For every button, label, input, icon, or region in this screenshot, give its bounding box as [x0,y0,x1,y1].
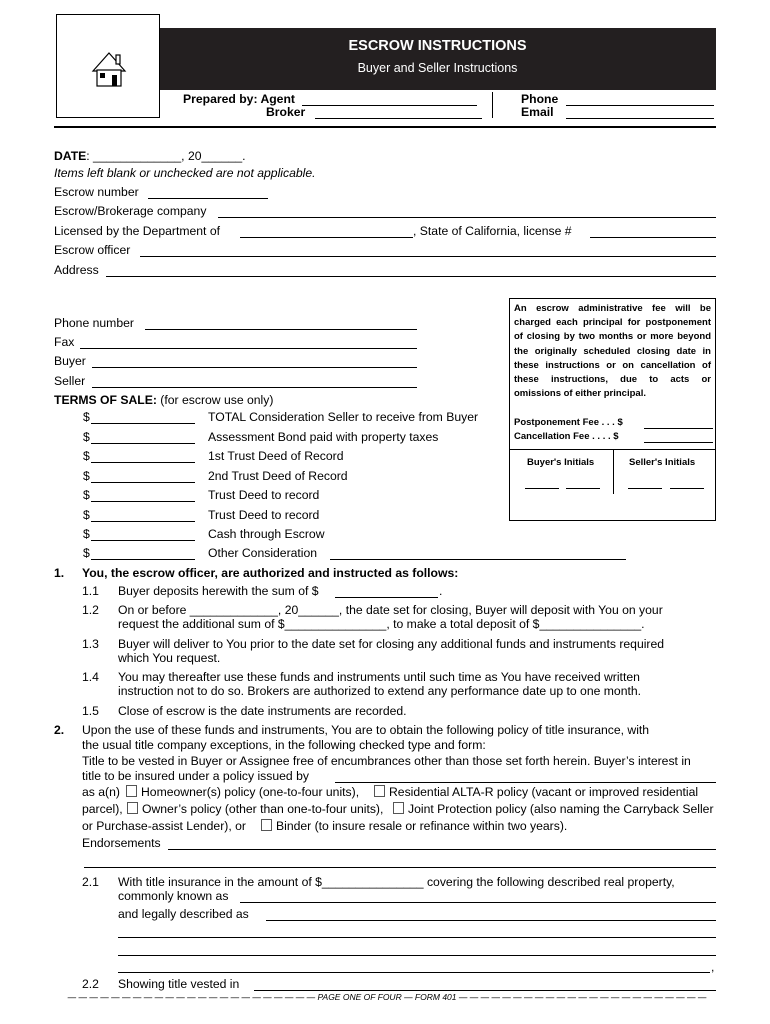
blank-note: Items left blank or unchecked are not applicable. [54,166,316,180]
section-2-number: 2. [54,723,65,737]
state-license-label: , State of California, license # [413,224,572,238]
admin-fee-box [509,298,716,521]
buyer-initial-1[interactable] [525,488,559,489]
logo-box [56,14,160,118]
form-subtitle: Buyer and Seller Instructions [357,61,518,75]
binder-checkbox[interactable] [261,819,272,831]
licensed-label: Licensed by the Department of [54,224,220,238]
fax-field[interactable] [80,348,417,349]
terms-item-label: Cash through Escrow [208,527,325,541]
header-rule [54,126,716,128]
dollar-sign: $ [83,410,90,424]
parcel-label: parcel), [82,802,123,816]
dollar-sign: $ [83,488,90,502]
form-title: ESCROW INSTRUCTIONS [348,38,527,54]
terms-item-label: Other Consideration [208,546,318,560]
legal-description-field-4[interactable] [118,972,710,973]
terms-item-label: 2nd Trust Deed of Record [208,469,348,483]
amount-field[interactable] [91,443,195,444]
phone-label: Phone [521,92,559,106]
legal-description-field-3[interactable] [118,955,716,956]
seller-initial-1[interactable] [628,488,662,489]
section-2-line-2: the usual title company exceptions, in the following checked type and form: [82,738,486,752]
homeowner-label: Homeowner(s) policy (one-to-four units), [141,785,360,799]
endorsements-label: Endorsements [82,836,161,850]
phone-number-label: Phone number [54,316,134,330]
buyer-label: Buyer [54,354,86,368]
section-1-5-number: 1.5 [82,704,99,718]
amount-field[interactable] [91,501,195,502]
section-1-3-number: 1.3 [82,637,99,651]
address-label: Address [54,263,99,277]
terms-heading: TERMS OF SALE: (for escrow use only) [54,393,274,407]
escrow-company-label: Escrow/Brokerage company [54,204,207,218]
sellers-initials-label: Seller's Initials [629,457,696,468]
agent-field[interactable] [302,105,477,106]
house-icon [57,15,161,119]
owner-policy-checkbox[interactable] [127,802,138,814]
section-2-line-3: Title to be vested in Buyer or Assignee free of encumbrances other than those set forth herein. Buyer’s interest in [82,754,691,768]
section-1-3-line-2: which You request. [118,651,221,665]
escrow-officer-label: Escrow officer [54,243,131,257]
section-2-line-4: title to be insured under a policy issued by [82,769,309,783]
other-consideration-field[interactable] [330,559,626,560]
comma: , [711,960,715,974]
legal-description-field-2[interactable] [118,937,716,938]
title-vested-field[interactable] [254,990,716,991]
section-1-1-text: Buyer deposits herewith the sum of $ [118,584,319,598]
seller-field[interactable] [92,387,417,388]
fax-label: Fax [54,335,75,349]
cancellation-fee-field[interactable] [644,442,713,443]
date-line: DATE: _____________, 20______. [54,149,246,163]
amount-field[interactable] [91,540,195,541]
section-1-4-line-2: instruction not to do so. Brokers are authorized to extend any performance date up to one month. [118,684,642,698]
legally-described-label: and legally described as [118,907,249,921]
period: . [439,584,443,598]
showing-title-label: Showing title vested in [118,977,240,991]
terms-item-label: TOTAL Consideration Seller to receive from Buyer [208,410,479,424]
legal-description-field[interactable] [266,920,716,921]
owner-policy-label: Owner’s policy (other than one-to-four units), [142,802,384,816]
section-1-1-number: 1.1 [82,584,99,598]
section-2-line-1: Upon the use of these funds and instruments, You are to obtain the following policy of title insurance, with [82,723,650,737]
endorsements-field[interactable] [168,849,716,850]
buyer-field[interactable] [92,367,417,368]
commonly-known-field[interactable] [240,902,716,903]
department-field[interactable] [240,237,413,238]
section-1-2-line-2: request the additional sum of $_______________, to make a total deposit of $_______________. [118,617,645,631]
section-1-4-number: 1.4 [82,670,99,684]
phone-number-field[interactable] [145,329,417,330]
license-field[interactable] [590,237,716,238]
seller-initial-2[interactable] [670,488,704,489]
section-2-1-line-1: With title insurance in the amount of $_______________ covering the following described real property, [118,875,675,889]
phone-field[interactable] [566,105,714,106]
terms-item-label: Trust Deed to record [208,508,320,522]
section-1-heading: You, the escrow officer, are authorized and instructed as follows: [82,566,459,580]
cancellation-fee-label: Cancellation Fee . . . . $ [514,431,619,442]
section-1-3-line-1: Buyer will deliver to You prior to the date set for closing any additional funds and instruments required [118,637,665,651]
homeowner-checkbox[interactable] [126,785,137,797]
dollar-sign: $ [83,430,90,444]
buyer-initial-2[interactable] [566,488,600,489]
initials-separator [613,449,614,494]
section-1-4-line-1: You may thereafter use these funds and instruments until such time as You have received written [118,670,640,684]
dollar-sign: $ [83,527,90,541]
terms-item-label: 1st Trust Deed of Record [208,449,344,463]
as-an-label: as a(n) [82,785,120,799]
seller-label: Seller [54,374,86,388]
email-field[interactable] [566,118,714,119]
amount-field[interactable] [91,521,195,522]
amount-field[interactable] [91,559,195,560]
admin-fee-text: An escrow administrative fee will be charged each principal for postponement of closing by two months or more beyond the originally scheduled closing date in these instructions or on cancellation of these instructions, due to acts or omissions of either principal. [514,303,711,400]
escrow-company-field[interactable] [218,217,716,218]
dollar-sign: $ [83,469,90,483]
commonly-known-label: commonly known as [118,889,229,903]
header-divider [492,92,493,118]
section-1-2-line-1: On or before _____________, 20______, the date set for closing, Buyer will deposit with You on your [118,603,663,617]
postponement-fee-field[interactable] [644,428,713,429]
page-footer: — — — — — — — — — — — — — — — — — — — — — — — PAGE ONE OF FOUR — FORM 401 — — — — — — — — — — — — — — — — — — — — — — — [67,992,707,1002]
dollar-sign: $ [83,449,90,463]
address-field[interactable] [106,276,716,277]
buyers-initials-label: Buyer's Initials [527,457,595,468]
binder-label: Binder (to insure resale or refinance within two years). [276,819,568,833]
deposit-amount-field[interactable] [335,597,438,598]
alta-checkbox[interactable] [374,785,385,797]
broker-field[interactable] [315,118,482,119]
escrow-number-field[interactable] [148,198,268,199]
email-label: Email [521,105,554,119]
section-2-2-number: 2.2 [82,977,99,991]
dollar-sign: $ [83,546,90,560]
joint-protection-checkbox[interactable] [393,802,404,814]
escrow-officer-field[interactable] [140,256,716,257]
amount-field[interactable] [91,482,195,483]
amount-field[interactable] [91,462,195,463]
terms-item-label: Trust Deed to record [208,488,320,502]
amount-field[interactable] [91,423,195,424]
section-2-1-number: 2.1 [82,875,99,889]
postponement-fee-label: Postponement Fee . . . $ [514,417,623,428]
section-1-number: 1. [54,566,65,580]
alta-label: Residential ALTA-R policy (vacant or improved residential [389,785,699,799]
title-company-field[interactable] [335,782,716,783]
purchase-assist-text: or Purchase-assist Lender), or [82,819,246,833]
escrow-number-label: Escrow number [54,185,139,199]
broker-label: Broker [266,105,306,119]
dollar-sign: $ [83,508,90,522]
terms-item-label: Assessment Bond paid with property taxes [208,430,439,444]
section-1-5-text: Close of escrow is the date instruments are recorded. [118,704,407,718]
endorsements-field-2[interactable] [84,867,716,868]
joint-protection-label: Joint Protection policy (also naming the Carryback Seller [408,802,714,816]
section-1-2-number: 1.2 [82,603,99,617]
prepared-by-label: Prepared by: Agent [183,92,295,106]
